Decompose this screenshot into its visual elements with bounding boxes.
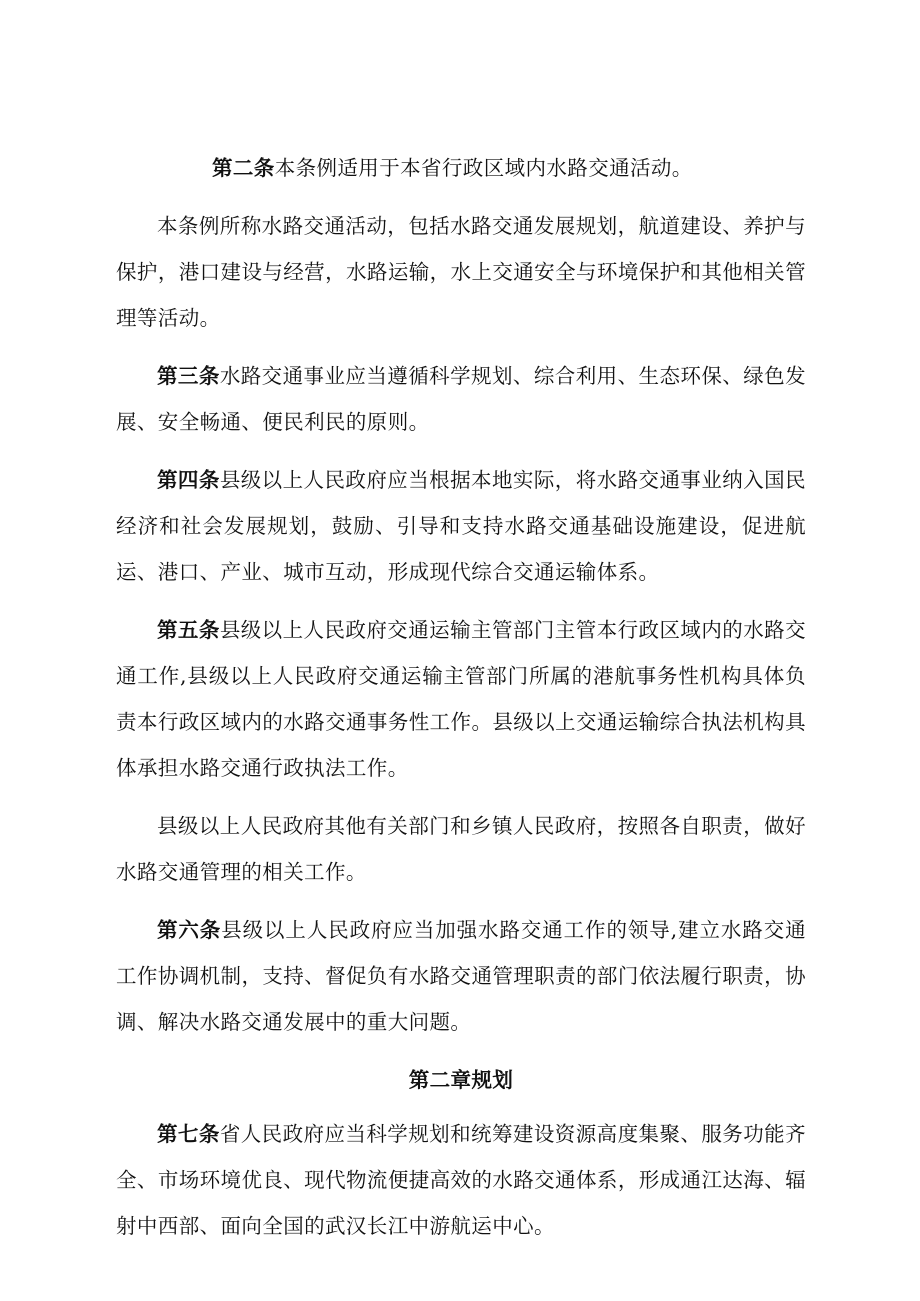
article-4-label: 第四条: [157, 468, 220, 492]
article-7-text: 省人民政府应当科学规划和统筹建设资源高度集聚、服务功能齐全、市场环境优良、现代物流便捷高效的水路交通体系，形成通江达海、辐射中西部、面向全国的武汉长江中游航运中心。: [116, 1122, 806, 1238]
article-2-text: 本条例适用于本省行政区域内水路交通活动。: [274, 156, 693, 180]
document-body: [116, 145, 806, 1261]
article-3-text: 水路交通事业应当遵循科学规划、综合利用、生态环保、绿色发展、安全畅通、便民利民的原则。: [116, 364, 806, 434]
article-3-paragraph: [116, 353, 806, 445]
article-4-text: 县级以上人民政府应当根据本地实际，将水路交通事业纳入国民经济和社会发展规划，鼓励、引导和支持水路交通基础设施建设，促进航运、港口、产业、城市互动，形成现代综合交通运输体系。: [116, 468, 806, 584]
article-2-label: 第二条: [212, 156, 275, 180]
article-5-paragraph: [116, 607, 806, 791]
article-6-paragraph: [116, 907, 806, 1045]
article-6-text: 县级以上人民政府应当加强水路交通工作的领导,建立水路交通工作协调机制，支持、督促负有水路交通管理职责的部门依法履行职责，协调、解决水路交通发展中的重大问题。: [116, 918, 807, 1034]
article-5-label: 第五条: [157, 618, 220, 642]
article-5-paragraph-2: 县级以上人民政府其他有关部门和乡镇人民政府，按照各自职责，做好水路交通管理的相关工作。: [116, 814, 806, 884]
article-6-label: 第六条: [157, 918, 222, 942]
article-2-paragraph: [116, 145, 806, 191]
article-7-paragraph: [116, 1111, 806, 1249]
article-2-paragraph-2: 本条例所称水路交通活动，包括水路交通发展规划，航道建设、养护与保护，港口建设与经营，水路运输，水上交通安全与环境保护和其他相关管理等活动。: [116, 214, 806, 330]
chapter-2-heading: 第二章规划: [408, 1068, 514, 1092]
article-3-label: 第三条: [157, 364, 220, 388]
article-7-label: 第七条: [157, 1122, 220, 1146]
article-5-text: 县级以上人民政府交通运输主管部门主管本行政区域内的水路交通工作,县级以上人民政府交通运输主管部门所属的港航事务性机构具体负责本行政区域内的水路交通事务性工作。县级以上交通运输综合执法机构具体承担水路交通行政执法工作。: [116, 618, 806, 780]
article-4-paragraph: [116, 457, 806, 595]
